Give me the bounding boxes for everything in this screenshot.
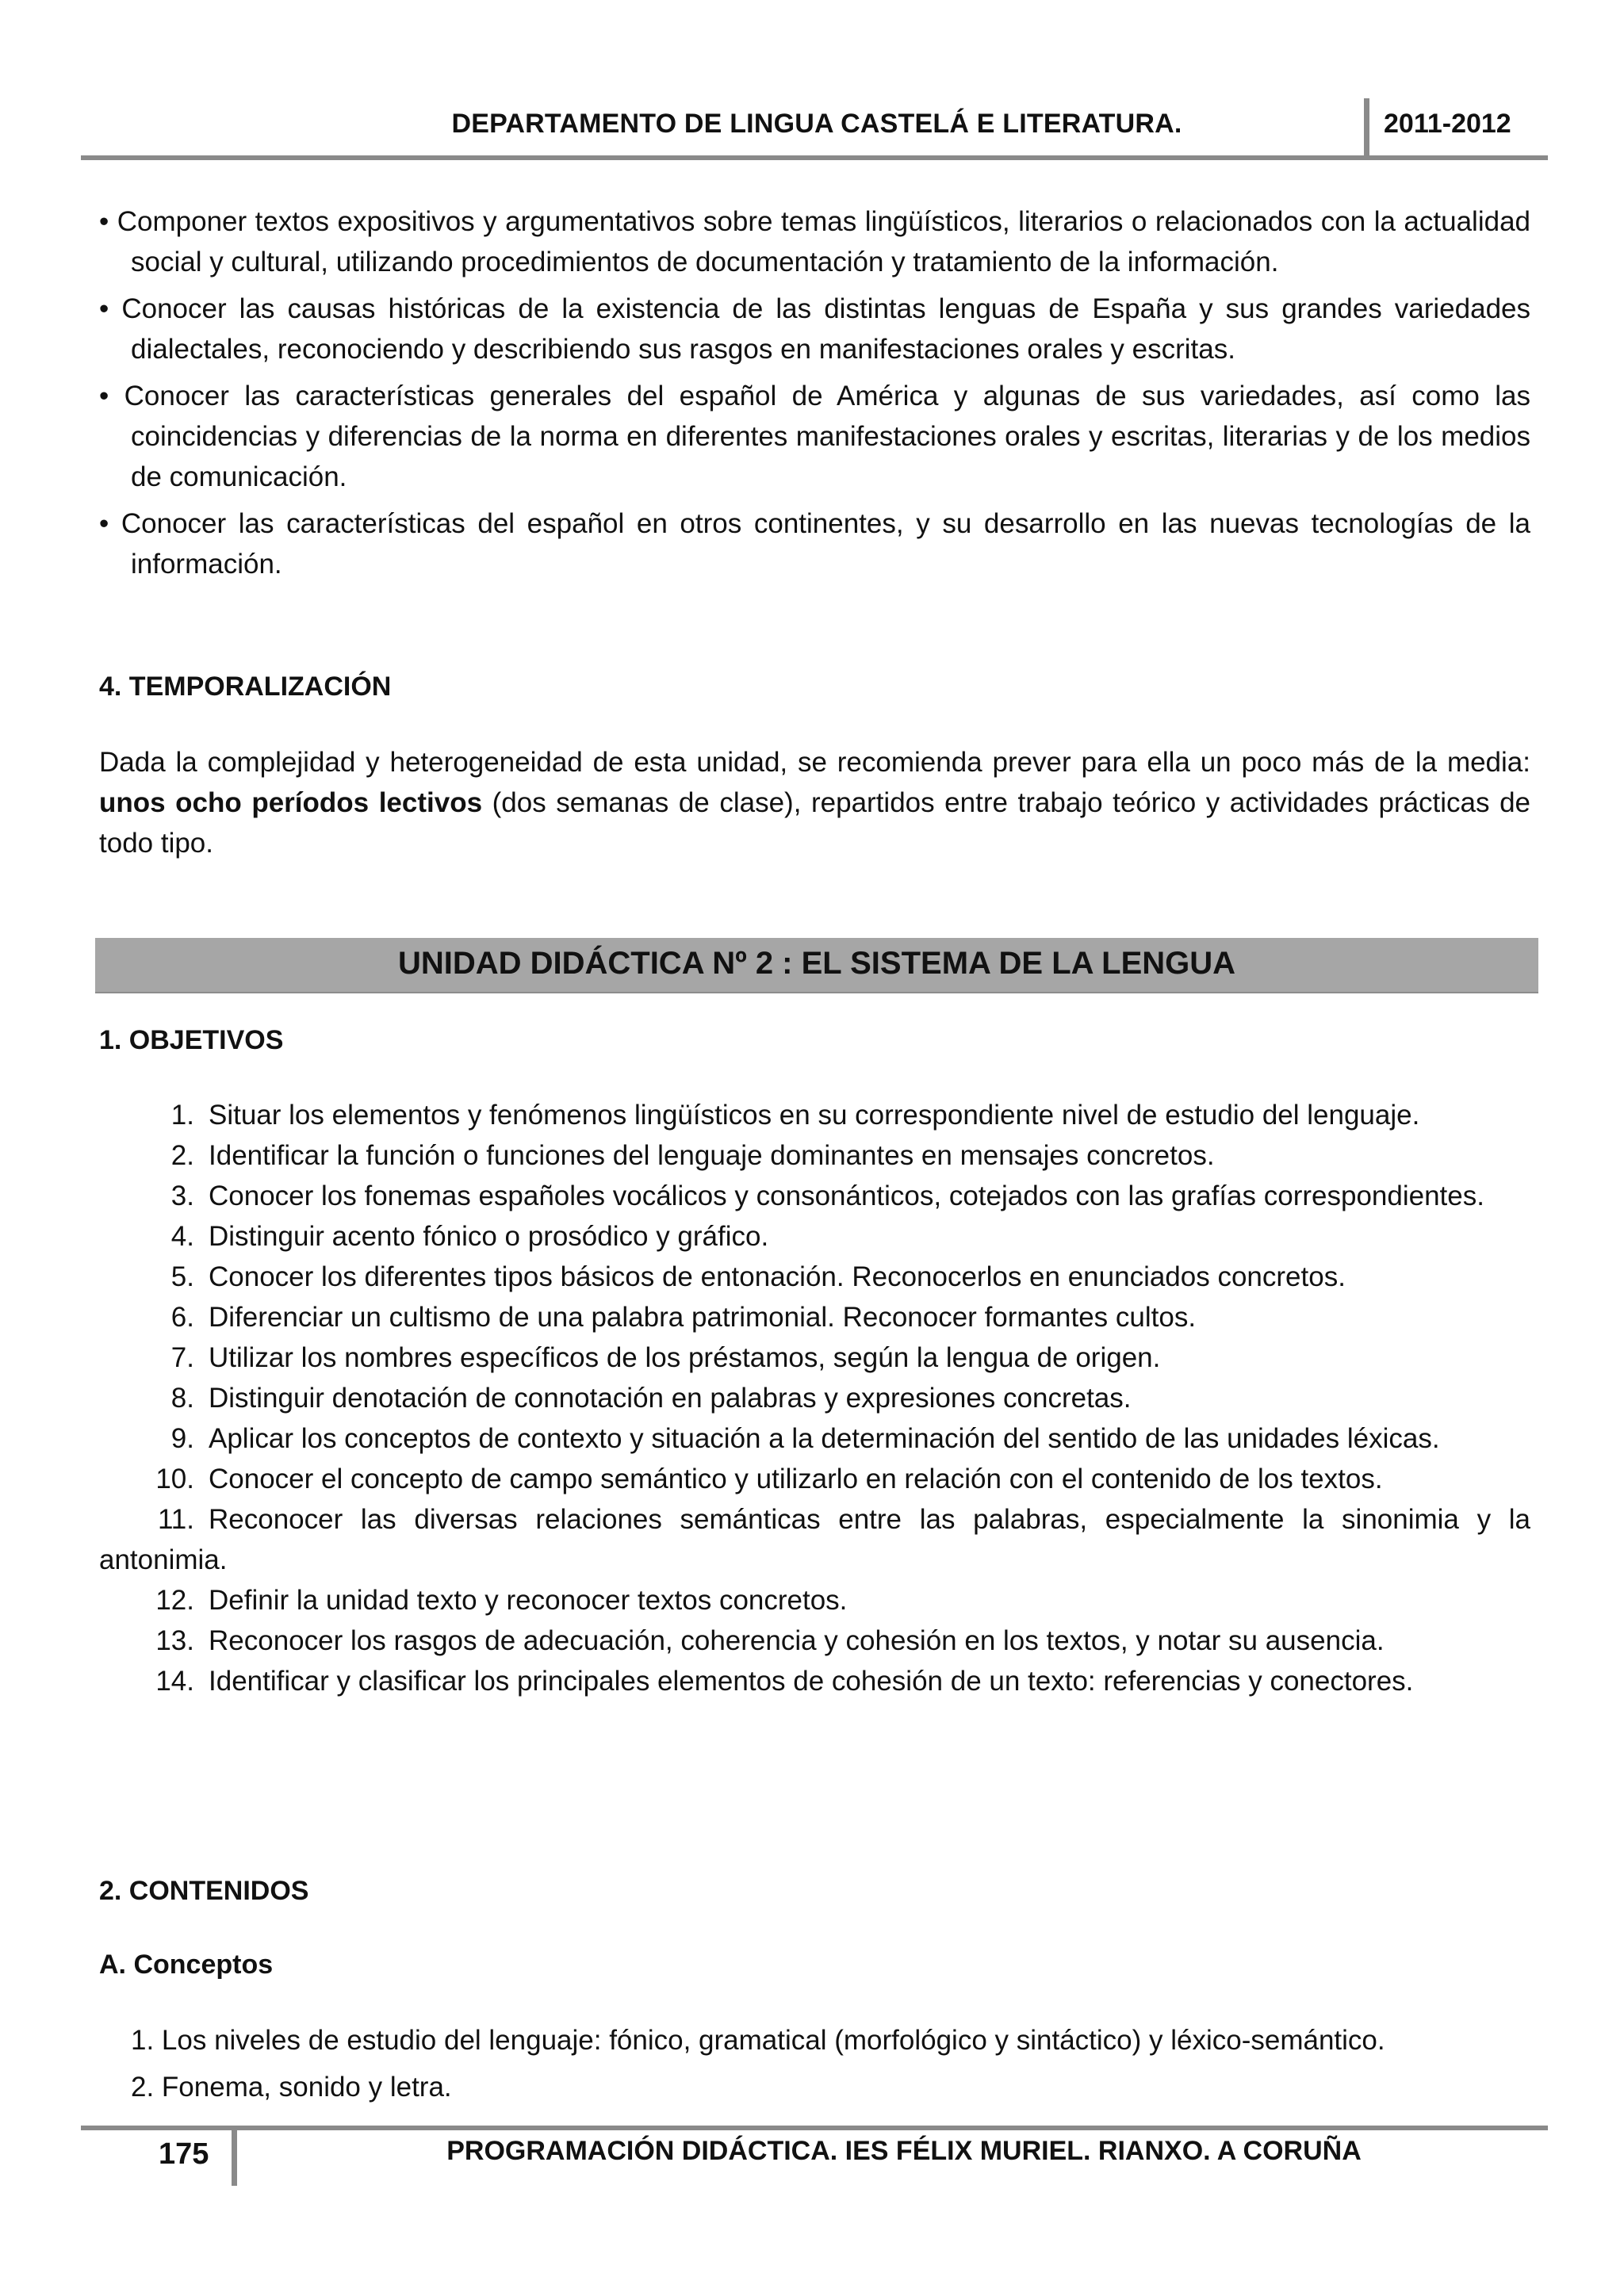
conceptos-subheading: A. Conceptos xyxy=(99,1950,274,1980)
objetivo-item: 2. Identificar la función o funciones del lenguaje dominantes en mensajes concretos. xyxy=(170,1140,1215,1171)
footer-rule xyxy=(81,2126,1548,2130)
objetivo-item: 11. Reconocer las diversas relaciones semánticas entre las palabras, especialmente la sinonimia y la antonimia. xyxy=(99,1504,1530,1575)
page-number: 175 xyxy=(159,2137,209,2171)
temporalizacion-bold: unos ocho períodos lectivos xyxy=(99,787,483,818)
conceptos-list xyxy=(131,2020,1530,2107)
intro-bullet-list xyxy=(99,201,1530,584)
objetivo-item: 7. Utilizar los nombres específicos de los préstamos, según la lengua de origen. xyxy=(170,1342,1161,1373)
concepto-item: 1. Los niveles de estudio del lenguaje: fónico, gramatical (morfológico y sintáctico) y léxico-semántico. xyxy=(131,2025,1385,2056)
footer-separator xyxy=(232,2130,237,2186)
header-year: 2011-2012 xyxy=(1384,109,1511,139)
temporalizacion-paragraph xyxy=(99,742,1530,863)
objetivo-item: 4. Distinguir acento fónico o prosódico y gráfico. xyxy=(170,1221,769,1252)
objetivos-list xyxy=(99,1095,1530,1701)
objetivo-item: 8. Distinguir denotación de connotación en palabras y expresiones concretas. xyxy=(170,1383,1132,1414)
objetivo-item: 12. Definir la unidad texto y reconocer textos concretos. xyxy=(155,1585,848,1616)
objetivo-item: 14. Identificar y clasificar los principales elementos de cohesión de un texto: referencias y conectores. xyxy=(155,1666,1414,1697)
header-department: DEPARTAMENTO DE LINGUA CASTELÁ E LITERATURA. xyxy=(451,109,1182,139)
footer-text: PROGRAMACIÓN DIDÁCTICA. IES FÉLIX MURIEL. RIANXO. A CORUÑA xyxy=(446,2136,1362,2166)
temporalizacion-text-before: Dada la complejidad y heterogeneidad de esta unidad, se recomienda prever para ella un poco más de la media: xyxy=(99,747,1530,778)
intro-bullet-1: • Componer textos expositivos y argumentativos sobre temas lingüísticos, literarios o relacionados con la actualidad social y cultural, utilizando procedimientos de documentación y tratamiento de la información. xyxy=(99,206,1530,277)
objetivo-item: 6. Diferenciar un cultismo de una palabra patrimonial. Reconocer formantes cultos. xyxy=(170,1302,1197,1333)
unit-title: UNIDAD DIDÁCTICA Nº 2 : EL SISTEMA DE LA LENGUA xyxy=(397,946,1236,981)
objetivos-heading: 1. OBJETIVOS xyxy=(99,1025,284,1055)
temporalizacion-text-after: (dos semanas de clase), repartidos entre trabajo teórico y actividades prácticas de todo tipo. xyxy=(99,787,1530,859)
temporalizacion-heading: 4. TEMPORALIZACIÓN xyxy=(99,672,392,702)
concepto-item: 2. Fonema, sonido y letra. xyxy=(131,2072,452,2103)
intro-bullet-3: • Conocer las características generales del español de América y algunas de sus variedades, así como las coincidencias y diferencias de la norma en diferentes manifestaciones orales y escritas, literarias y de los medios de comunicación. xyxy=(99,381,1530,492)
objetivo-item: 1. Situar los elementos y fenómenos lingüísticos en su correspondiente nivel de estudio del lenguaje. xyxy=(170,1100,1420,1131)
intro-bullet-4: • Conocer las características del español en otros continentes, y su desarrollo en las nuevas tecnologías de la información. xyxy=(99,508,1530,580)
header-separator xyxy=(1364,98,1369,160)
header-rule xyxy=(81,155,1548,160)
objetivo-item: 3. Conocer los fonemas españoles vocálicos y consonánticos, cotejados con las grafías correspondientes. xyxy=(170,1181,1484,1211)
intro-bullet-2: • Conocer las causas históricas de la existencia de las distintas lenguas de España y sus grandes variedades dialectales, reconociendo y describiendo sus rasgos en manifestaciones orales y escritas. xyxy=(99,293,1530,365)
objetivo-item: 9. Aplicar los conceptos de contexto y situación a la determinación del sentido de las unidades léxicas. xyxy=(170,1423,1440,1454)
objetivo-item: 10. Conocer el concepto de campo semántico y utilizarlo en relación con el contenido de los textos. xyxy=(155,1464,1383,1494)
objetivo-item: 5. Conocer los diferentes tipos básicos de entonación. Reconocerlos en enunciados concretos. xyxy=(170,1261,1346,1292)
objetivo-item: 13. Reconocer los rasgos de adecuación, coherencia y cohesión en los textos, y notar su ausencia. xyxy=(155,1625,1385,1656)
contenidos-heading: 2. CONTENIDOS xyxy=(99,1876,309,1906)
unit-banner xyxy=(95,938,1538,993)
